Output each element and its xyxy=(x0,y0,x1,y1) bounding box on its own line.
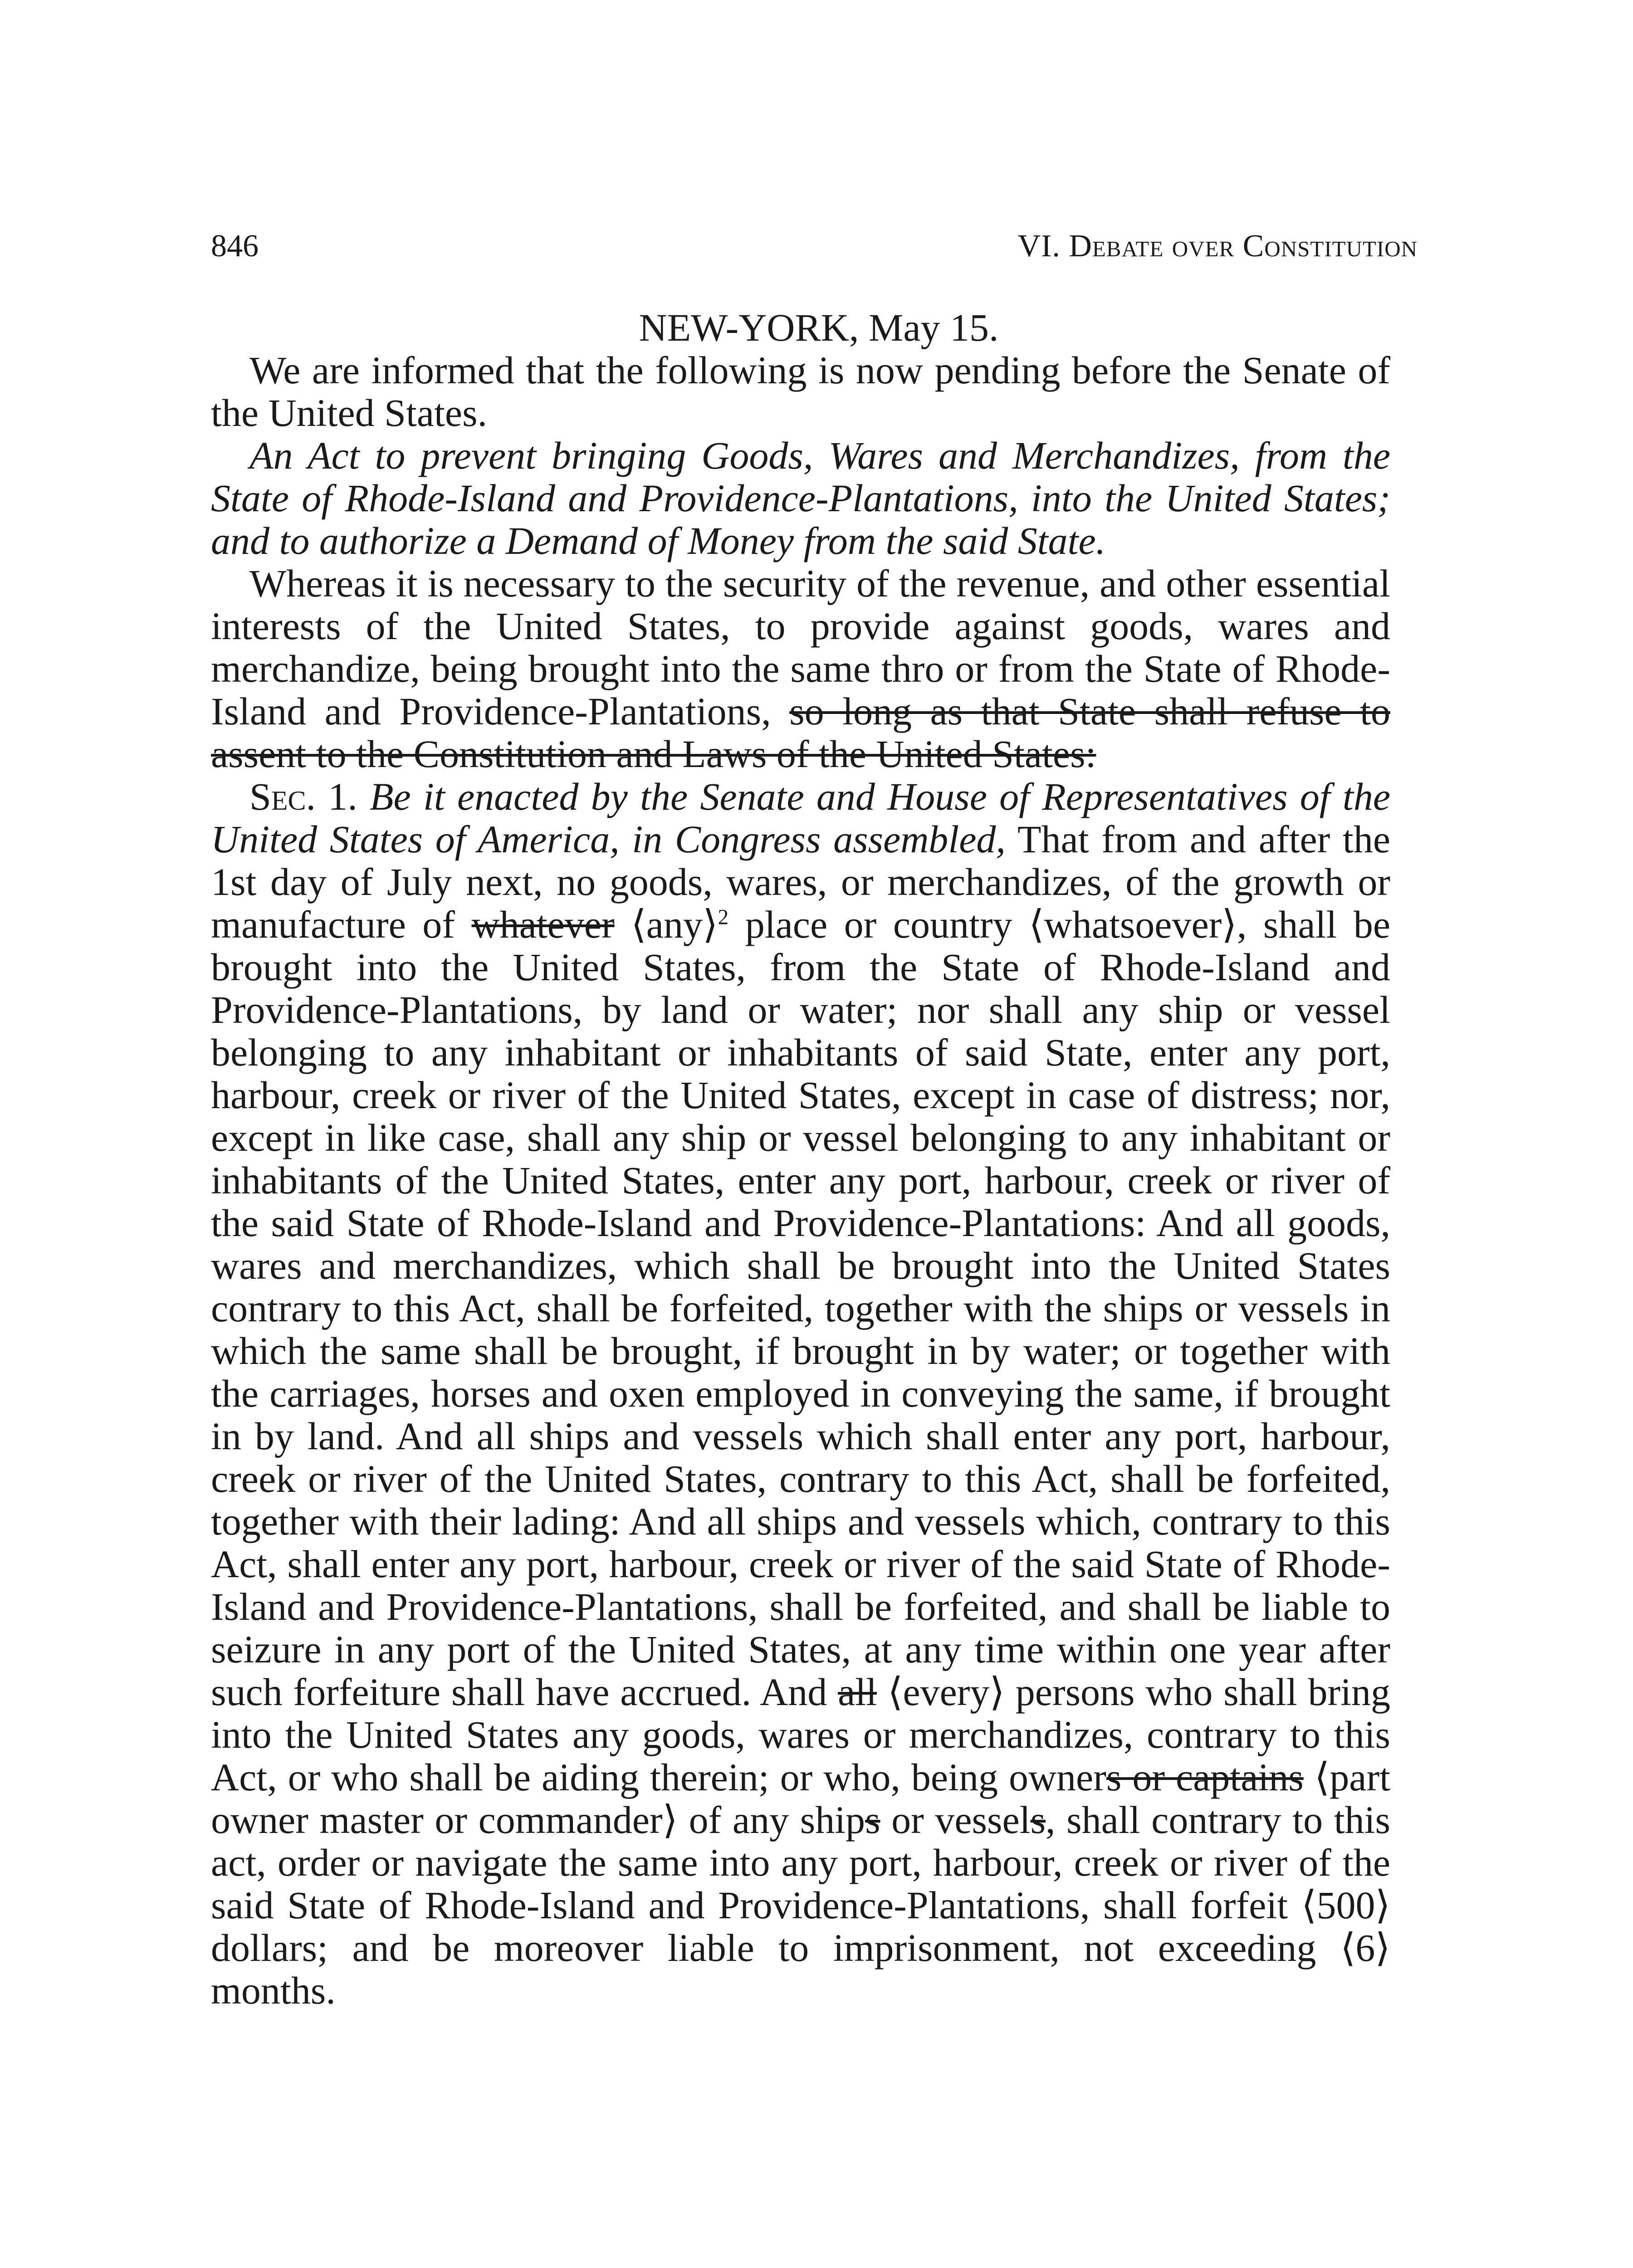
struck-text: s xyxy=(1030,1798,1046,1842)
document-page xyxy=(211,0,1418,2268)
section-text-b: place or country ⟨whatsoever⟩, shall be brought into the United States, from the State of Rhode-Island and Providence-Plantations, by land or water; nor shall any ship or vessel belonging to any inhabitant or inhabitants of said State, enter any port, harbour, creek or river of the United States, except in case of distress; nor, except in like case, shall any ship or vessel belonging to any inhabitant or inhabitants of the United States, enter any port, harbour, creek or river of the said State of Rhode-Island and Providence-Plantations: And all goods, wares and merchandizes, which shall be brought into the United States contrary to this Act, shall be forfeited, together with the ships or vessels in which the same shall be brought, if brought in by water; or together with the carriages, horses and oxen employed in conveying the same, if brought in by land. And all ships and vessels which shall enter any port, harbour, creek or river of the United States, contrary to this Act, shall be forfeited, together with their lading: And all ships and vessels which, contrary to this Act, shall enter any port, harbour, creek or river of the said State of Rhode-Island and Providence-Plantations, shall be forfeited, and shall be liable to seizure in any port of the United States, at any time within one year after such forfeiture shall have accrued. And xyxy=(211,903,1391,1714)
section-text-a: That from and after the 1st day of July next, no goods, wares, or merchandizes, of the growth or manufacture of xyxy=(211,817,1390,946)
act-title: An Act to prevent bringing Goods, Wares and Merchandizes, from the State of Rhode-Island and Providence-Plantations, into the United States; and to authorize a Demand of Money from the said State. xyxy=(211,434,1390,562)
whereas-text: Whereas it is necessary to the security of the revenue, and other essential interests of the United States, to provide against goods, wares and merchandize, being brought into the same thro or from the State of Rhode-Island and Providence-Plantations, xyxy=(211,562,1390,733)
intro-paragraph: We are informed that the following is now pending before the Senate of the United States. xyxy=(211,348,1390,435)
struck-text: s or captains xyxy=(1106,1755,1304,1799)
page-number: 846 xyxy=(211,229,259,264)
section-text-d: ⟨part owner master or commander⟩ of any ship xyxy=(211,1755,1390,1842)
struck-text: all xyxy=(838,1670,877,1714)
whereas-paragraph xyxy=(211,562,1390,775)
section-text-e: or vessel xyxy=(891,1798,1031,1842)
section-text-f: , shall contrary to this act, order or navigate the same into any port, harbour, creek or river of the said State of Rhode-Island and Providence-Plantations, shall forfeit ⟨500⟩ dollars; and be moreover liable to imprisonment, not exceeding ⟨6⟩ months. xyxy=(211,1798,1391,2012)
struck-text: so long as that State shall refuse to assent to the Constitution and Laws of the United States: xyxy=(211,689,1390,776)
struck-text: s xyxy=(865,1798,880,1842)
running-head xyxy=(211,226,1418,267)
dateline: NEW-YORK, May 15. xyxy=(639,306,999,349)
article-body xyxy=(211,306,1390,2012)
section-label: Sec. 1. xyxy=(249,775,357,818)
enacting-clause: Be it enacted by the Senate and House of Representatives of the United States of America, in Congress assembled, xyxy=(211,775,1390,861)
inserted-text: ⟨any⟩ xyxy=(631,903,718,946)
section-1-paragraph xyxy=(211,775,1390,2012)
footnote-mark: 2 xyxy=(718,905,729,929)
section-title: VI. Debate over Constitution xyxy=(1017,229,1418,264)
section-text-c: ⟨every⟩ persons who shall bring into the United States any goods, wares or merchandizes, contrary to this Act, or who shall be aiding therein; or who, being owner xyxy=(211,1670,1391,1799)
struck-text: whatever xyxy=(471,903,615,946)
